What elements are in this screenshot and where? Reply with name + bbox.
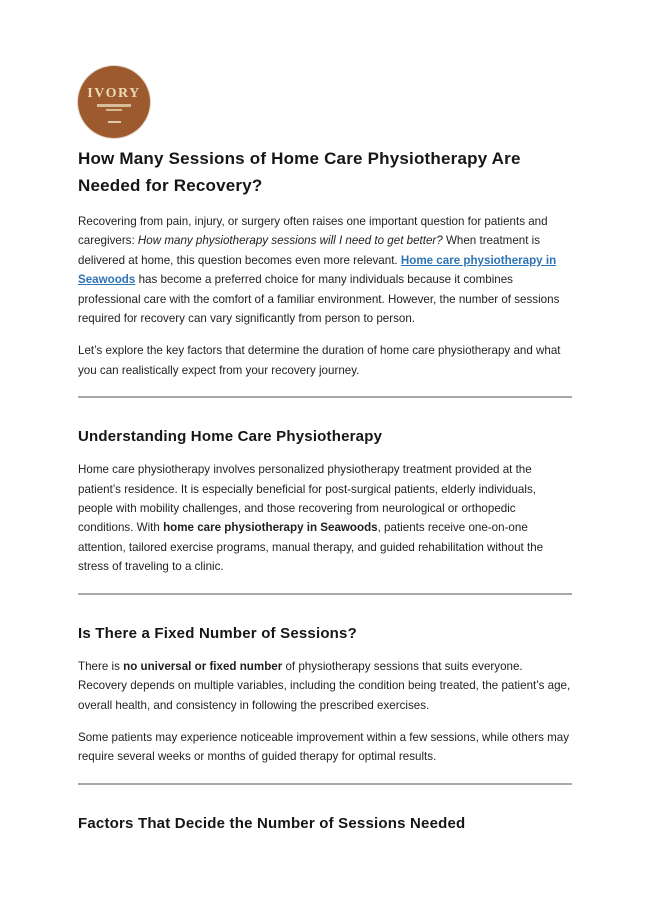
text-run: There is	[78, 659, 124, 673]
paragraph	[78, 460, 572, 576]
text-run: home care physiotherapy in Seawoods	[163, 521, 378, 535]
section-divider	[78, 593, 572, 595]
text-run: When treatment is delivered at home, this question becomes even more relevant.	[78, 234, 541, 267]
text-run: Home care physiotherapy involves personalized physiotherapy treatment provided at the patient’s residence. It is especially beneficial for post-surgical patients, elderly individuals, people with mobility challenges, and those recovering from neurological or orthopedic conditions. With	[78, 463, 536, 535]
ivory-clinic-logo	[78, 66, 150, 138]
text-run: no universal or fixed number	[123, 659, 283, 673]
text-run: has become a preferred choice for many individuals because it combines professional care with the comfort of a familiar environment. However, the number of sessions required for recovery can vary significantly from person to person.	[78, 273, 560, 326]
section-heading: Is There a Fixed Number of Sessions?	[78, 624, 357, 642]
text-run: , patients receive one-on-one attention, tailored exercise programs, manual therapy, and guided rehabilitation without the stress of traveling to a clinic.	[78, 521, 544, 574]
section-divider	[78, 783, 572, 785]
text-run: How many physiotherapy sessions will I need to get better?	[137, 234, 443, 248]
logo-tagline-decoration	[97, 104, 131, 124]
text-run: Let’s explore the key factors that determine the duration of home care physiotherapy and what you can realistically expect from your recovery journey.	[78, 344, 561, 377]
text-run: of physiotherapy sessions that suits everyone. Recovery depends on multiple variables, including the condition being treated, the patient’s age, overall health, and consistency in following the prescribed exercises.	[78, 659, 571, 712]
section-divider	[78, 396, 572, 398]
inline-link[interactable]: Home care physiotherapy in Seawoods	[78, 253, 557, 287]
paragraph	[78, 728, 572, 767]
paragraph	[78, 212, 572, 328]
text-run: Recovering from pain, injury, or surgery often raises one important question for patients and caregivers:	[78, 215, 548, 248]
article-title: How Many Sessions of Home Care Physiotherapy Are Needed for Recovery?	[78, 149, 521, 195]
section-heading: Understanding Home Care Physiotherapy	[78, 428, 383, 446]
paragraph	[78, 341, 572, 380]
paragraph	[78, 657, 572, 715]
document-body	[78, 212, 572, 834]
text-run: Some patients may experience noticeable improvement within a few sessions, while others may require several weeks or months of guided therapy for optimal results.	[78, 730, 570, 764]
logo-wordmark: IVORY	[87, 85, 141, 101]
section-heading: Factors That Decide the Number of Sessions Needed	[78, 814, 466, 832]
